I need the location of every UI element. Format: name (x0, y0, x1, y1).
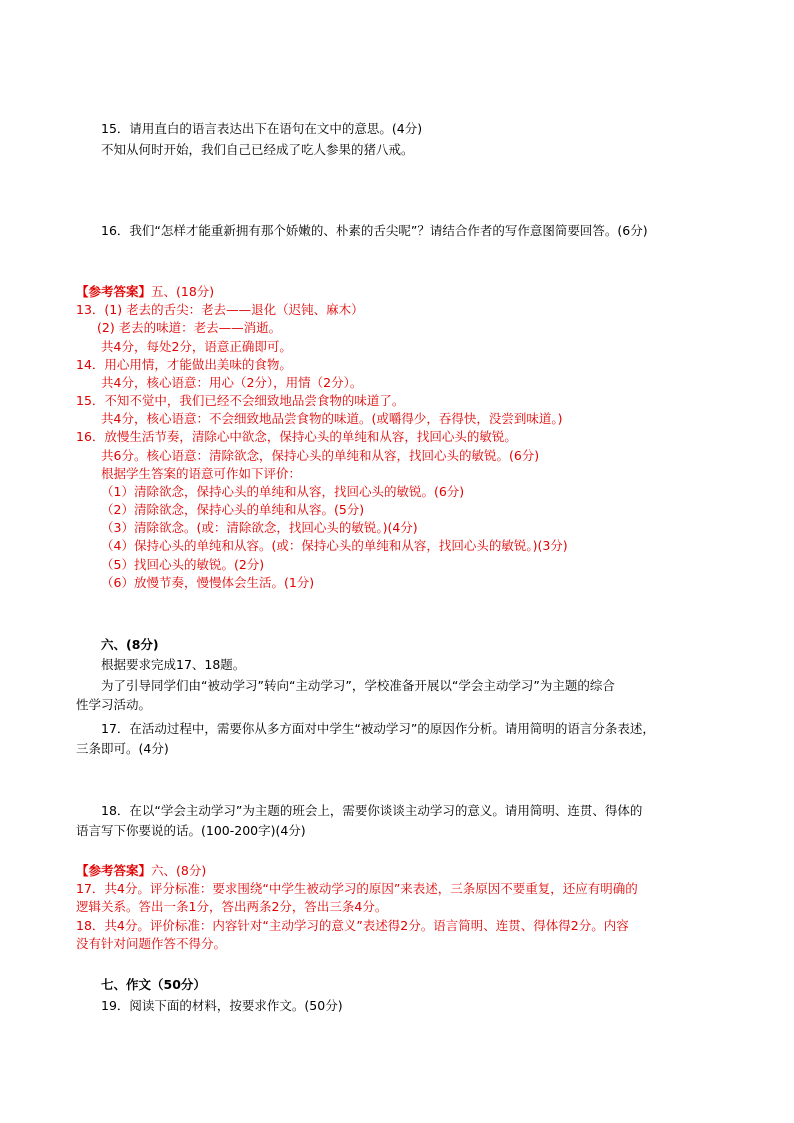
answer-tag: 【参考答案】 (76, 863, 152, 878)
answer6-line: 逻辑关系。答出一条1分，答出两条2分，答出三条4分。 (76, 899, 388, 914)
q17-line2: 三条即可。(4分) (76, 741, 169, 756)
section6-heading: 六、(8分) (101, 637, 159, 652)
answer-tag: 【参考答案】 (76, 284, 152, 299)
answer5-line: 15．不知不觉中，我们已经不会细致地品尝食物的味道了。 (76, 393, 405, 408)
answer6-line: 18．共4分。评价标准：内容针对“主动学习的意义”表述得2分。语言简明、连贯、得体得2分。内容 (76, 918, 629, 933)
answer5-line: 13．(1) 老去的舌尖：老去——退化（迟钝、麻木） (76, 302, 364, 317)
section7-heading: 七、作文（50分） (101, 977, 206, 992)
section6-intro-line2: 性学习活动。 (76, 697, 152, 712)
q18-line2: 语言写下你要说的话。(100-200字)(4分) (76, 823, 306, 838)
q15-prompt: 15．请用直白的语言表达出下在语句在文中的意思。(4分) (101, 121, 423, 136)
answer5-heading: 五、(18分) (151, 284, 215, 299)
answer5-line: （3）清除欲念。(或：清除欲念，找回心头的敏锐。)(4分) (101, 520, 418, 535)
answer5-line: 14．用心用情，才能做出美味的食物。 (76, 357, 292, 372)
answer6-heading: 六、(8分) (151, 863, 207, 878)
section6-instruction: 根据要求完成17、18题。 (101, 657, 246, 672)
q18-line1: 18．在以“学会主动学习”为主题的班会上，需要你谈谈主动学习的意义。请用简明、连贯、得体的 (101, 803, 643, 818)
answer5-line: 共4分，核心语意：用心（2分），用情（2分）。 (101, 375, 363, 390)
answer6-line: 没有针对问题作答不得分。 (76, 936, 227, 951)
answer5-line: 共4分，核心语意：不会细致地品尝食物的味道。(或嚼得少，吞得快，没尝到味道。) (101, 411, 563, 426)
answer5-line: （6）放慢节奏，慢慢体会生活。(1分) (101, 575, 315, 590)
answer6-line: 17．共4分。评分标准：要求围绕“中学生被动学习的原因”来表述，三条原因不要重复，还应有明确的 (76, 881, 638, 896)
answer5-header (76, 283, 214, 301)
answer5-line: 共4分，每处2分，语意正确即可。 (101, 339, 292, 354)
answer5-line: 16．放慢生活节奏，清除心中欲念，保持心头的单纯和从容，找回心头的敏锐。 (76, 429, 517, 444)
q19-prompt: 19．阅读下面的材料，按要求作文。(50分) (101, 998, 343, 1013)
answer5-line: 共6分。核心语意：清除欲念，保持心头的单纯和从容，找回心头的敏锐。(6分) (101, 448, 540, 463)
q15-quote: 不知从何时开始，我们自己已经成了吃人参果的猪八戒。 (101, 142, 414, 157)
answer5-line: （5）找回心头的敏锐。(2分) (101, 557, 265, 572)
answer5-line: （1）清除欲念，保持心头的单纯和从容，找回心头的敏锐。(6分) (101, 484, 465, 499)
section6-intro-line1: 为了引导同学们由“被动学习”转向“主动学习”，学校准备开展以“学会主动学习”为主题的综合 (101, 678, 615, 693)
answer5-line: (2) 老去的味道：老去——消逝。 (97, 320, 282, 335)
q16-prompt: 16．我们“怎样才能重新拥有那个娇嫩的、朴素的舌尖呢”？请结合作者的写作意图简要回答。(6分) (101, 223, 648, 238)
answer5-line: （2）清除欲念，保持心头的单纯和从容。(5分) (101, 502, 365, 517)
q17-line1: 17．在活动过程中，需要你从多方面对中学生“被动学习”的原因作分析。请用简明的语言分条表述， (101, 721, 655, 736)
answer5-line: 根据学生答案的语意可作如下评价： (101, 466, 302, 481)
answer6-header (76, 862, 206, 880)
answer5-line: （4）保持心头的单纯和从容。(或：保持心头的单纯和从容，找回心头的敏锐。)(3分) (101, 538, 568, 553)
